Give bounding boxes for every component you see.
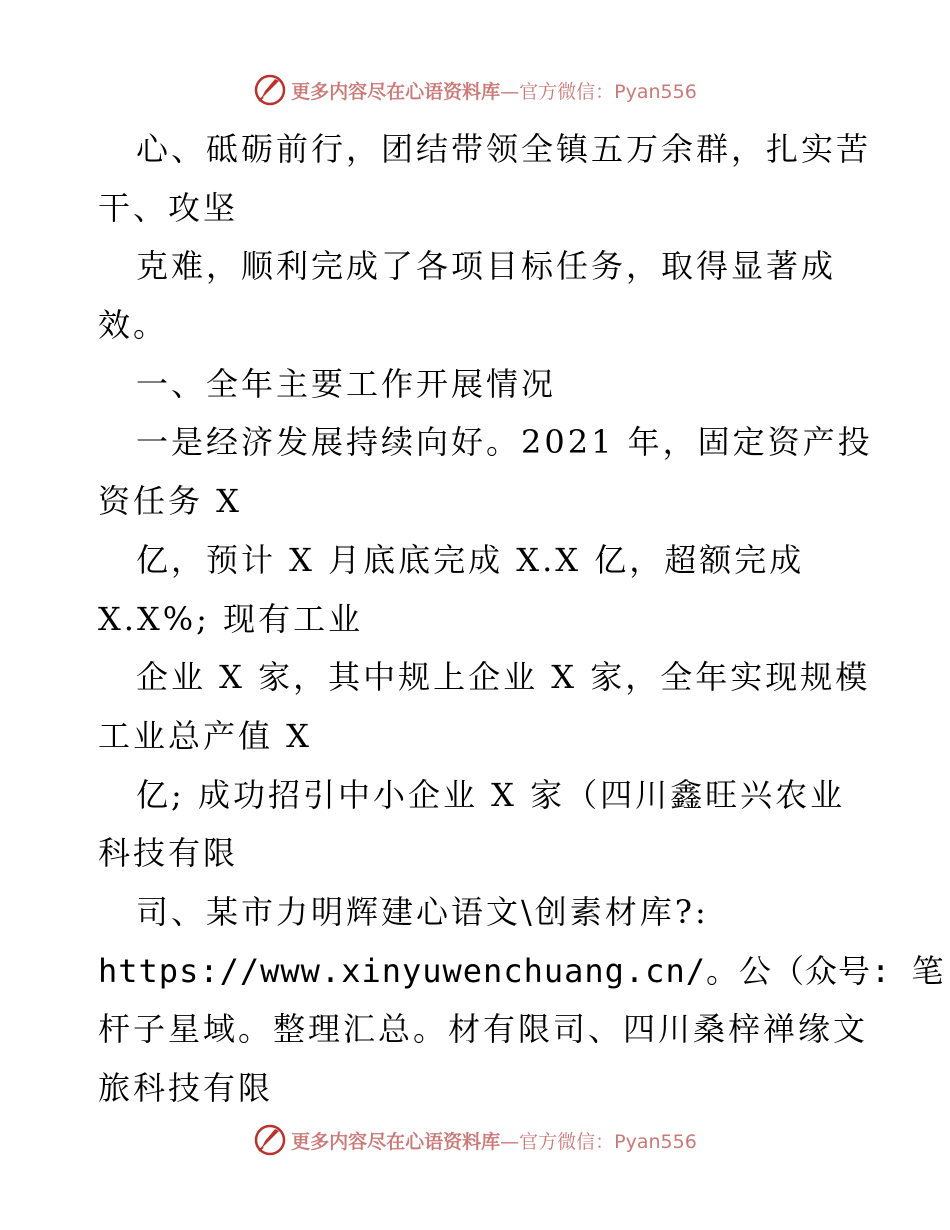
- text-line: 杆子星域。整理汇总。材有限司、四川桑梓禅缘文: [98, 1010, 869, 1049]
- footer-banner-contact: 官方微信：Pyan556: [519, 1130, 697, 1153]
- text-line: 科技有限: [98, 834, 239, 873]
- footer-banner: [0, 1120, 950, 1160]
- document-body: [98, 120, 945, 1118]
- text-line: 资任务 X: [98, 482, 242, 521]
- header-banner-lead: 更多内容尽在心语资料库: [291, 80, 501, 103]
- text-line: 一、全年主要工作开展情况: [136, 364, 557, 403]
- text-line: 干、攻坚: [98, 188, 239, 227]
- text-line: https://www.xinyuwenchuang.cn/。公（众号: 笔: [98, 951, 945, 990]
- header-banner-separator: —: [500, 80, 520, 103]
- text-line: 工业总产值 X: [98, 716, 312, 755]
- footer-banner-separator: —: [500, 1130, 520, 1153]
- text-line: 旅科技有限: [98, 1069, 274, 1107]
- text-line: 心、砥砺前行，团结带领全镇五万余群，扎实苦: [136, 130, 872, 168]
- header-banner: [0, 70, 950, 110]
- footer-banner-text: [291, 1127, 697, 1154]
- text-line: 一是经济发展持续向好。2021 年，固定资产投: [136, 423, 873, 462]
- text-line: 司、某市力明辉建心语文\创素材库?:: [136, 892, 709, 931]
- text-line: 亿，预计 X 月底底完成 X.X 亿，超额完成: [136, 540, 805, 579]
- header-banner-contact: 官方微信：Pyan556: [519, 80, 697, 103]
- text-line: 亿; 成功招引中小企业 X 家（四川鑫旺兴农业: [136, 775, 846, 814]
- text-line: 效。: [98, 306, 169, 345]
- text-line: 克难，顺利完成了各项目标任务，取得显著成: [136, 247, 837, 286]
- quill-logo-icon: [253, 73, 287, 107]
- footer-banner-lead: 更多内容尽在心语资料库: [291, 1130, 501, 1153]
- header-banner-text: [291, 77, 697, 104]
- text-line: X.X%; 现有工业: [98, 599, 364, 638]
- text-line: 企业 X 家，其中规上企业 X 家，全年实现规模: [136, 658, 871, 697]
- quill-logo-icon: [253, 1123, 287, 1157]
